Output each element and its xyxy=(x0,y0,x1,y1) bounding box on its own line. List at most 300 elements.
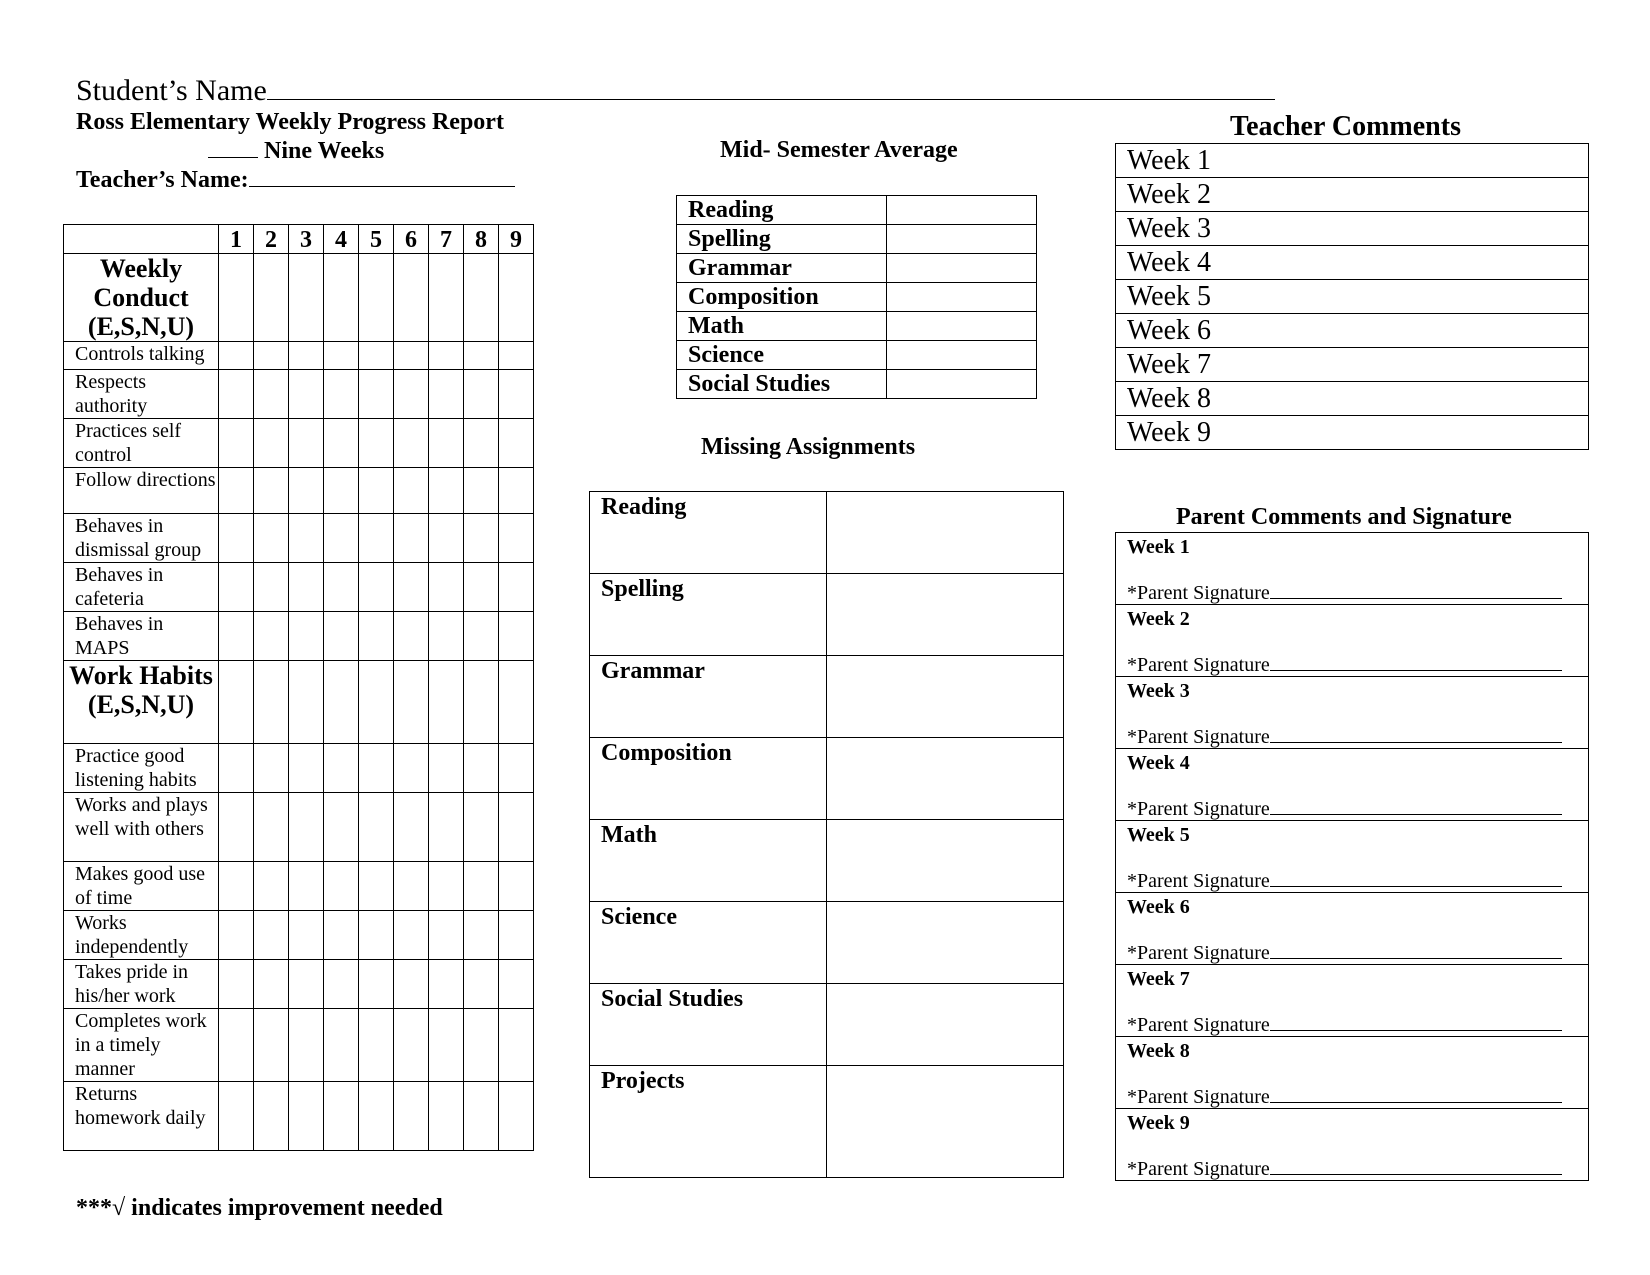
parent-signature-field[interactable] xyxy=(1270,942,1562,959)
footnote: ***√ indicates improvement needed xyxy=(76,1195,443,1221)
parent-signature-line xyxy=(1127,581,1562,605)
teacher-name-field[interactable] xyxy=(249,166,515,187)
grade-cell[interactable] xyxy=(359,862,394,911)
grade-cell[interactable] xyxy=(324,744,359,793)
behavior-label: Behaves in MAPS xyxy=(64,612,219,661)
grade-cell[interactable] xyxy=(429,612,464,661)
grade-cell[interactable] xyxy=(324,370,359,419)
grade-cell[interactable] xyxy=(359,744,394,793)
behavior-label: Behaves in cafeteria xyxy=(64,563,219,612)
conduct-grid xyxy=(63,224,534,1151)
week-column-header: 5 xyxy=(359,225,394,254)
grade-cell[interactable] xyxy=(289,793,324,862)
behavior-row xyxy=(64,960,534,1009)
grade-cell[interactable] xyxy=(359,661,394,744)
teacher-comment-week[interactable]: Week 8 xyxy=(1116,382,1589,416)
grid-header-row xyxy=(64,225,534,254)
grade-cell[interactable] xyxy=(324,1082,359,1151)
grade-cell[interactable] xyxy=(464,911,499,960)
grade-cell[interactable] xyxy=(499,1082,534,1151)
grade-cell[interactable] xyxy=(499,514,534,563)
average-cell[interactable] xyxy=(887,341,1037,370)
grade-cell[interactable] xyxy=(254,1082,289,1151)
teacher-comment-week[interactable]: Week 3 xyxy=(1116,212,1589,246)
grid-corner-cell xyxy=(64,225,219,254)
week-column-header: 4 xyxy=(324,225,359,254)
subject-label: Science xyxy=(677,341,887,370)
parent-comment-row xyxy=(1116,1037,1589,1109)
parent-signature-label: *Parent Signature xyxy=(1127,582,1270,604)
missing-assignment-row xyxy=(590,574,1064,656)
grade-cell[interactable] xyxy=(499,862,534,911)
grade-cell[interactable] xyxy=(219,563,254,612)
parent-comment-week: Week 1 xyxy=(1127,536,1190,558)
grade-cell[interactable] xyxy=(254,661,289,744)
section-title: Weekly Conduct (E,S,N,U) xyxy=(64,254,219,342)
subject-label: Reading xyxy=(677,196,887,225)
grade-cell[interactable] xyxy=(254,793,289,862)
grade-cell[interactable] xyxy=(394,563,429,612)
missing-assignment-row xyxy=(590,984,1064,1066)
missing-assignment-cell[interactable] xyxy=(827,984,1064,1066)
grade-cell[interactable] xyxy=(464,1082,499,1151)
average-cell[interactable] xyxy=(887,370,1037,399)
behavior-label: Respects authority xyxy=(64,370,219,419)
grade-cell[interactable] xyxy=(394,1082,429,1151)
grade-cell[interactable] xyxy=(394,744,429,793)
parent-signature-field[interactable] xyxy=(1270,798,1562,815)
behavior-row xyxy=(64,1082,534,1151)
behavior-row xyxy=(64,744,534,793)
grade-cell[interactable] xyxy=(394,661,429,744)
behavior-label: Practices self control xyxy=(64,419,219,468)
grade-cell[interactable] xyxy=(219,419,254,468)
behavior-label: Returns homework daily xyxy=(64,1082,219,1151)
student-name-field[interactable] xyxy=(267,77,1275,100)
mid-semester-row xyxy=(677,196,1037,225)
grade-cell[interactable] xyxy=(289,960,324,1009)
grade-cell[interactable] xyxy=(254,862,289,911)
parent-signature-label: *Parent Signature xyxy=(1127,1158,1270,1180)
grade-cell[interactable] xyxy=(289,744,324,793)
grade-cell[interactable] xyxy=(464,862,499,911)
grade-cell[interactable] xyxy=(219,661,254,744)
average-cell[interactable] xyxy=(887,254,1037,283)
grade-cell[interactable] xyxy=(324,661,359,744)
missing-assignment-row xyxy=(590,492,1064,574)
grade-cell[interactable] xyxy=(219,468,254,514)
subject-label: Science xyxy=(590,902,827,984)
grade-cell[interactable] xyxy=(464,744,499,793)
teacher-comment-week[interactable]: Week 9 xyxy=(1116,416,1589,450)
grade-cell[interactable] xyxy=(359,514,394,563)
grade-cell[interactable] xyxy=(289,342,324,370)
grade-cell[interactable] xyxy=(324,793,359,862)
grade-cell[interactable] xyxy=(219,612,254,661)
parent-comment-week: Week 9 xyxy=(1127,1112,1190,1134)
grade-cell[interactable] xyxy=(254,370,289,419)
parent-signature-line xyxy=(1127,1085,1562,1109)
grade-cell[interactable] xyxy=(394,342,429,370)
teacher-comment-row xyxy=(1116,212,1589,246)
grade-cell[interactable] xyxy=(464,612,499,661)
grade-cell[interactable] xyxy=(219,254,254,342)
teacher-comment-week[interactable]: Week 6 xyxy=(1116,314,1589,348)
grade-cell[interactable] xyxy=(219,793,254,862)
parent-signature-label: *Parent Signature xyxy=(1127,654,1270,676)
grade-cell[interactable] xyxy=(394,862,429,911)
grade-cell[interactable] xyxy=(499,370,534,419)
parent-comment-row xyxy=(1116,605,1589,677)
teacher-comment-week[interactable]: Week 1 xyxy=(1116,144,1589,178)
grade-cell[interactable] xyxy=(394,960,429,1009)
parent-comment-cell[interactable] xyxy=(1116,533,1589,605)
parent-comment-week: Week 6 xyxy=(1127,896,1190,918)
missing-assignment-cell[interactable] xyxy=(827,656,1064,738)
grade-cell[interactable] xyxy=(219,1009,254,1082)
grade-cell[interactable] xyxy=(324,514,359,563)
teacher-comments-table xyxy=(1115,143,1589,450)
grade-cell[interactable] xyxy=(324,563,359,612)
parent-signature-field[interactable] xyxy=(1270,870,1562,887)
grade-cell[interactable] xyxy=(254,960,289,1009)
subject-label: Projects xyxy=(590,1066,827,1178)
parent-signature-field[interactable] xyxy=(1270,582,1562,599)
parent-comment-cell[interactable] xyxy=(1116,821,1589,893)
grade-cell[interactable] xyxy=(289,1009,324,1082)
subject-label: Grammar xyxy=(590,656,827,738)
grade-cell[interactable] xyxy=(254,1009,289,1082)
teacher-name-line xyxy=(76,166,515,194)
grade-cell[interactable] xyxy=(359,563,394,612)
grade-cell[interactable] xyxy=(254,342,289,370)
grade-cell[interactable] xyxy=(499,612,534,661)
grade-cell[interactable] xyxy=(429,1009,464,1082)
grade-cell[interactable] xyxy=(499,254,534,342)
grade-cell[interactable] xyxy=(219,911,254,960)
grade-cell[interactable] xyxy=(429,563,464,612)
missing-assignment-cell[interactable] xyxy=(827,902,1064,984)
grade-cell[interactable] xyxy=(254,254,289,342)
subject-label: Grammar xyxy=(677,254,887,283)
grade-cell[interactable] xyxy=(429,744,464,793)
grade-cell[interactable] xyxy=(289,370,324,419)
behavior-row xyxy=(64,563,534,612)
behavior-row xyxy=(64,612,534,661)
grade-cell[interactable] xyxy=(324,960,359,1009)
parent-comment-week: Week 2 xyxy=(1127,608,1190,630)
behavior-row xyxy=(64,468,534,514)
grade-cell[interactable] xyxy=(289,661,324,744)
grade-cell[interactable] xyxy=(429,468,464,514)
grade-cell[interactable] xyxy=(254,612,289,661)
teacher-comments-title: Teacher Comments xyxy=(1230,111,1461,142)
week-column-header: 3 xyxy=(289,225,324,254)
behavior-row xyxy=(64,862,534,911)
parent-signature-line xyxy=(1127,1013,1562,1037)
grade-cell[interactable] xyxy=(429,911,464,960)
grade-cell[interactable] xyxy=(429,514,464,563)
behavior-label: Takes pride in his/her work xyxy=(64,960,219,1009)
average-cell[interactable] xyxy=(887,283,1037,312)
grade-cell[interactable] xyxy=(394,793,429,862)
parent-comment-cell[interactable] xyxy=(1116,893,1589,965)
section-row xyxy=(64,254,534,342)
parent-comment-cell[interactable] xyxy=(1116,749,1589,821)
grade-cell[interactable] xyxy=(324,342,359,370)
grade-cell[interactable] xyxy=(394,419,429,468)
mid-semester-row xyxy=(677,312,1037,341)
teacher-comment-week[interactable]: Week 5 xyxy=(1116,280,1589,314)
grade-cell[interactable] xyxy=(394,911,429,960)
parent-signature-label: *Parent Signature xyxy=(1127,726,1270,748)
missing-assignment-row xyxy=(590,820,1064,902)
week-column-header: 6 xyxy=(394,225,429,254)
grade-cell[interactable] xyxy=(464,514,499,563)
grade-cell[interactable] xyxy=(464,563,499,612)
grade-cell[interactable] xyxy=(464,793,499,862)
grade-cell[interactable] xyxy=(394,1009,429,1082)
parent-comments-title: Parent Comments and Signature xyxy=(1176,504,1512,530)
parent-signature-line xyxy=(1127,869,1562,893)
grade-cell[interactable] xyxy=(289,468,324,514)
teacher-comment-row xyxy=(1116,314,1589,348)
grade-cell[interactable] xyxy=(324,419,359,468)
parent-comment-row xyxy=(1116,533,1589,605)
grade-cell[interactable] xyxy=(429,1082,464,1151)
behavior-row xyxy=(64,342,534,370)
grade-cell[interactable] xyxy=(394,370,429,419)
grade-cell[interactable] xyxy=(429,793,464,862)
grade-cell[interactable] xyxy=(324,468,359,514)
parent-comment-cell[interactable] xyxy=(1116,965,1589,1037)
grade-cell[interactable] xyxy=(499,419,534,468)
grade-cell[interactable] xyxy=(464,254,499,342)
grade-cell[interactable] xyxy=(254,514,289,563)
behavior-label: Controls talking xyxy=(64,342,219,370)
parent-signature-field[interactable] xyxy=(1270,726,1562,743)
parent-comment-week: Week 5 xyxy=(1127,824,1190,846)
parent-comment-week: Week 4 xyxy=(1127,752,1190,774)
grade-cell[interactable] xyxy=(324,911,359,960)
parent-comment-cell[interactable] xyxy=(1116,1037,1589,1109)
teacher-comment-row xyxy=(1116,280,1589,314)
grade-cell[interactable] xyxy=(289,612,324,661)
week-column-header: 2 xyxy=(254,225,289,254)
grade-cell[interactable] xyxy=(289,254,324,342)
parent-comment-row xyxy=(1116,893,1589,965)
grade-cell[interactable] xyxy=(429,862,464,911)
grade-cell[interactable] xyxy=(254,744,289,793)
grade-cell[interactable] xyxy=(499,744,534,793)
grade-cell[interactable] xyxy=(359,342,394,370)
grade-cell[interactable] xyxy=(499,911,534,960)
subject-label: Social Studies xyxy=(590,984,827,1066)
subject-label: Math xyxy=(590,820,827,902)
grade-cell[interactable] xyxy=(359,960,394,1009)
grade-cell[interactable] xyxy=(464,1009,499,1082)
grade-cell[interactable] xyxy=(499,960,534,1009)
mid-semester-row xyxy=(677,283,1037,312)
teacher-comment-row xyxy=(1116,144,1589,178)
grade-cell[interactable] xyxy=(359,793,394,862)
missing-assignment-row xyxy=(590,738,1064,820)
parent-comments-table xyxy=(1115,532,1589,1181)
grade-cell[interactable] xyxy=(359,1082,394,1151)
parent-signature-line xyxy=(1127,653,1562,677)
teacher-comment-row xyxy=(1116,246,1589,280)
grade-cell[interactable] xyxy=(429,960,464,1009)
grade-cell[interactable] xyxy=(429,254,464,342)
subject-label: Spelling xyxy=(677,225,887,254)
grade-cell[interactable] xyxy=(254,911,289,960)
grade-cell[interactable] xyxy=(359,468,394,514)
behavior-label: Makes good use of time xyxy=(64,862,219,911)
parent-signature-label: *Parent Signature xyxy=(1127,1086,1270,1108)
teacher-comment-week[interactable]: Week 2 xyxy=(1116,178,1589,212)
parent-signature-label: *Parent Signature xyxy=(1127,798,1270,820)
parent-comment-week: Week 3 xyxy=(1127,680,1190,702)
grade-cell[interactable] xyxy=(254,419,289,468)
grade-cell[interactable] xyxy=(464,960,499,1009)
parent-comment-cell[interactable] xyxy=(1116,677,1589,749)
mid-semester-row xyxy=(677,341,1037,370)
parent-signature-field[interactable] xyxy=(1270,654,1562,671)
teacher-comment-row xyxy=(1116,178,1589,212)
behavior-row xyxy=(64,911,534,960)
parent-comment-cell[interactable] xyxy=(1116,1109,1589,1181)
grade-cell[interactable] xyxy=(219,1082,254,1151)
grade-cell[interactable] xyxy=(219,370,254,419)
behavior-label: Works independently xyxy=(64,911,219,960)
parent-signature-line xyxy=(1127,725,1562,749)
parent-signature-field[interactable] xyxy=(1270,1158,1562,1175)
grade-cell[interactable] xyxy=(324,612,359,661)
missing-assignment-row xyxy=(590,1066,1064,1178)
subject-label: Social Studies xyxy=(677,370,887,399)
parent-signature-label: *Parent Signature xyxy=(1127,870,1270,892)
grade-cell[interactable] xyxy=(219,862,254,911)
missing-assignment-cell[interactable] xyxy=(827,1066,1064,1178)
grade-cell[interactable] xyxy=(289,862,324,911)
grade-cell[interactable] xyxy=(499,468,534,514)
missing-assignment-cell[interactable] xyxy=(827,738,1064,820)
teacher-comment-week[interactable]: Week 7 xyxy=(1116,348,1589,382)
teacher-name-label: Teacher’s Name: xyxy=(76,167,249,193)
parent-comment-row xyxy=(1116,749,1589,821)
average-cell[interactable] xyxy=(887,196,1037,225)
missing-assignment-cell[interactable] xyxy=(827,574,1064,656)
grade-cell[interactable] xyxy=(464,342,499,370)
student-name-label: Student’s Name xyxy=(76,74,267,107)
grade-cell[interactable] xyxy=(394,514,429,563)
grade-cell[interactable] xyxy=(359,612,394,661)
behavior-label: Works and plays well with others xyxy=(64,793,219,862)
grade-cell[interactable] xyxy=(499,1009,534,1082)
grade-cell[interactable] xyxy=(289,1082,324,1151)
grade-cell[interactable] xyxy=(359,1009,394,1082)
mid-semester-row xyxy=(677,370,1037,399)
parent-comment-row xyxy=(1116,1109,1589,1181)
missing-assignment-cell[interactable] xyxy=(827,820,1064,902)
teacher-comment-week[interactable]: Week 4 xyxy=(1116,246,1589,280)
mid-semester-row xyxy=(677,225,1037,254)
grade-cell[interactable] xyxy=(289,563,324,612)
grade-cell[interactable] xyxy=(254,468,289,514)
behavior-label: Completes work in a timely manner xyxy=(64,1009,219,1082)
grade-cell[interactable] xyxy=(464,661,499,744)
grade-cell[interactable] xyxy=(499,563,534,612)
parent-comment-row xyxy=(1116,821,1589,893)
behavior-label: Behaves in dismissal group xyxy=(64,514,219,563)
report-title: Ross Elementary Weekly Progress Report xyxy=(76,109,504,135)
behavior-row xyxy=(64,419,534,468)
parent-signature-line xyxy=(1127,797,1562,821)
grade-cell[interactable] xyxy=(394,254,429,342)
nine-weeks-line xyxy=(76,137,384,165)
grade-cell[interactable] xyxy=(289,514,324,563)
grade-cell[interactable] xyxy=(324,1009,359,1082)
grade-cell[interactable] xyxy=(324,862,359,911)
nine-weeks-field[interactable] xyxy=(208,137,258,158)
grade-cell[interactable] xyxy=(324,254,359,342)
grade-cell[interactable] xyxy=(219,744,254,793)
parent-comment-row xyxy=(1116,965,1589,1037)
grade-cell[interactable] xyxy=(394,468,429,514)
grade-cell[interactable] xyxy=(464,419,499,468)
missing-assignments-title: Missing Assignments xyxy=(701,434,916,460)
grade-cell[interactable] xyxy=(394,612,429,661)
parent-signature-line xyxy=(1127,1157,1562,1181)
grade-cell[interactable] xyxy=(499,342,534,370)
grade-cell[interactable] xyxy=(359,419,394,468)
behavior-row xyxy=(64,793,534,862)
section-row xyxy=(64,661,534,744)
teacher-comment-row xyxy=(1116,348,1589,382)
grade-cell[interactable] xyxy=(289,419,324,468)
behavior-row xyxy=(64,514,534,563)
behavior-row xyxy=(64,1009,534,1082)
grade-cell[interactable] xyxy=(499,793,534,862)
grade-cell[interactable] xyxy=(254,563,289,612)
subject-label: Math xyxy=(677,312,887,341)
grade-cell[interactable] xyxy=(219,960,254,1009)
missing-assignment-cell[interactable] xyxy=(827,492,1064,574)
grade-cell[interactable] xyxy=(359,254,394,342)
grade-cell[interactable] xyxy=(359,370,394,419)
grade-cell[interactable] xyxy=(464,370,499,419)
grade-cell[interactable] xyxy=(219,514,254,563)
behavior-label: Practice good listening habits xyxy=(64,744,219,793)
grade-cell[interactable] xyxy=(499,661,534,744)
parent-comment-cell[interactable] xyxy=(1116,605,1589,677)
behavior-row xyxy=(64,370,534,419)
mid-semester-title: Mid- Semester Average xyxy=(720,137,958,163)
grade-cell[interactable] xyxy=(429,419,464,468)
parent-signature-field[interactable] xyxy=(1270,1014,1562,1031)
grade-cell[interactable] xyxy=(429,342,464,370)
parent-signature-field[interactable] xyxy=(1270,1086,1562,1103)
grade-cell[interactable] xyxy=(359,911,394,960)
grade-cell[interactable] xyxy=(429,661,464,744)
grade-cell[interactable] xyxy=(219,342,254,370)
average-cell[interactable] xyxy=(887,225,1037,254)
average-cell[interactable] xyxy=(887,312,1037,341)
grade-cell[interactable] xyxy=(289,911,324,960)
missing-assignments-table xyxy=(589,491,1064,1178)
grade-cell[interactable] xyxy=(464,468,499,514)
grade-cell[interactable] xyxy=(429,370,464,419)
